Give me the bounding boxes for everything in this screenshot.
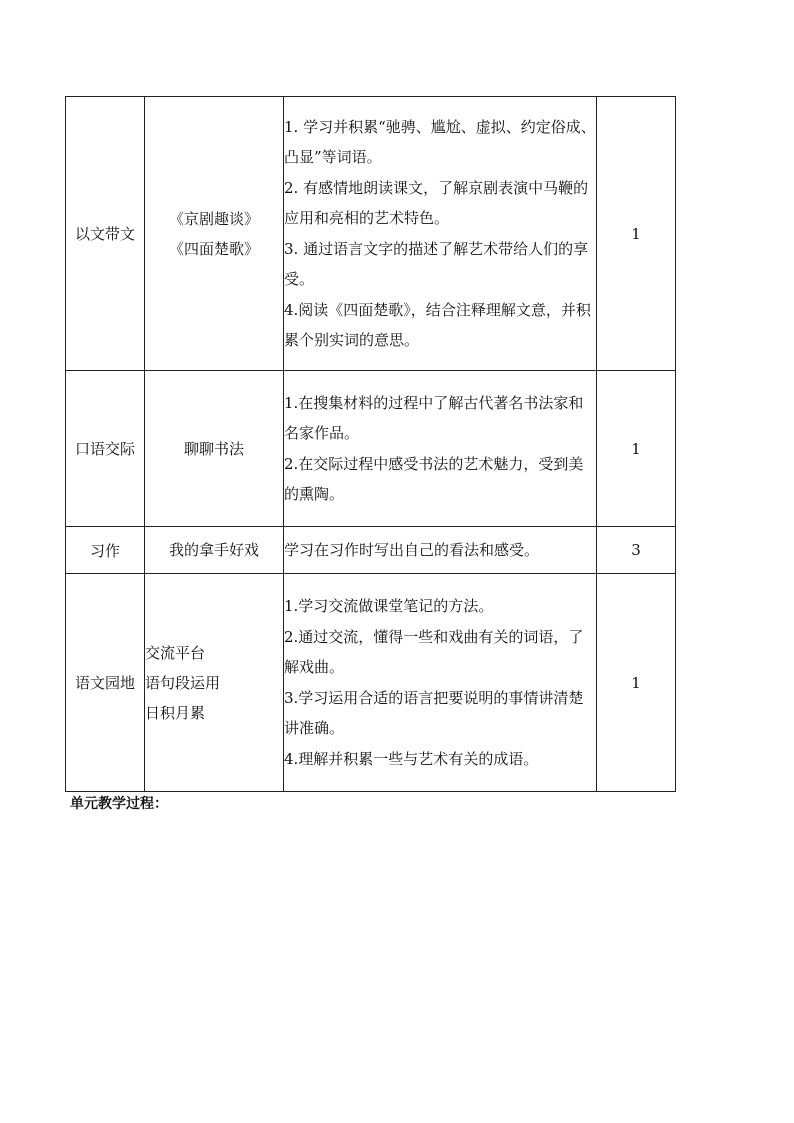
unit-plan-table: [65, 96, 676, 792]
goal-item: 学习在习作时写出自己的看法和感受。: [284, 540, 540, 559]
activity-type: 以文带文: [66, 97, 145, 371]
content-item: 我的拿手好戏: [168, 541, 259, 559]
goal-item: 2. 有感情地朗读课文，了解京剧表演中马鞭的应用和亮相的艺术特色。: [284, 178, 589, 227]
learning-goals: [284, 97, 597, 371]
goal-item: 1. 学习并积累“驰骋、尴尬、虚拟、约定俗成、凸显”等词语。: [284, 117, 596, 166]
goal-item: 3.学习运用合适的语言把要说明的事情讲清楚讲准确。: [284, 688, 584, 737]
activity-type: 口语交际: [66, 371, 145, 527]
goal-item: 1.学习交流做课堂笔记的方法。: [284, 597, 494, 615]
table-row: [66, 97, 676, 371]
content-item: 《四面楚歌》: [168, 239, 259, 258]
content-item: 交流平台: [145, 643, 206, 662]
goal-item: 1.在搜集材料的过程中了解古代著名书法家和名家作品。: [284, 393, 584, 442]
activity-content: [145, 527, 284, 574]
goal-item: 2.在交际过程中感受书法的艺术魅力，受到美的熏陶。: [284, 454, 584, 503]
activity-content: [145, 574, 284, 792]
section-title: 单元教学过程：: [70, 796, 168, 812]
table-row: [66, 527, 676, 574]
goal-item: 4.理解并积累一些与艺术有关的成语。: [284, 749, 539, 768]
content-item: 日积月累: [145, 703, 206, 722]
activity-content: [145, 371, 284, 527]
table-row: [66, 574, 676, 792]
goal-item: 4.阅读《四面楚歌》，结合注释理解文意，并积累个别实词的意思。: [284, 300, 591, 349]
class-hours: 1: [597, 574, 676, 792]
content-item: 聊聊书法: [183, 439, 244, 458]
goal-item: 3. 通过语言文字的描述了解艺术带给人们的享受。: [284, 239, 589, 288]
table-row: [66, 371, 676, 527]
content-item: 《京剧趣谈》: [168, 209, 259, 228]
content-item: 语句段运用: [145, 673, 221, 692]
learning-goals: [284, 527, 597, 574]
activity-content: [145, 97, 284, 371]
class-hours: 1: [597, 371, 676, 527]
activity-type: 语文园地: [66, 574, 145, 792]
class-hours: 3: [597, 527, 676, 574]
activity-type: 习作: [66, 527, 145, 574]
goal-item: 2.通过交流，懂得一些和戏曲有关的词语，了解戏曲。: [284, 627, 584, 676]
class-hours: 1: [597, 97, 676, 371]
learning-goals: [284, 574, 597, 792]
learning-goals: [284, 371, 597, 527]
